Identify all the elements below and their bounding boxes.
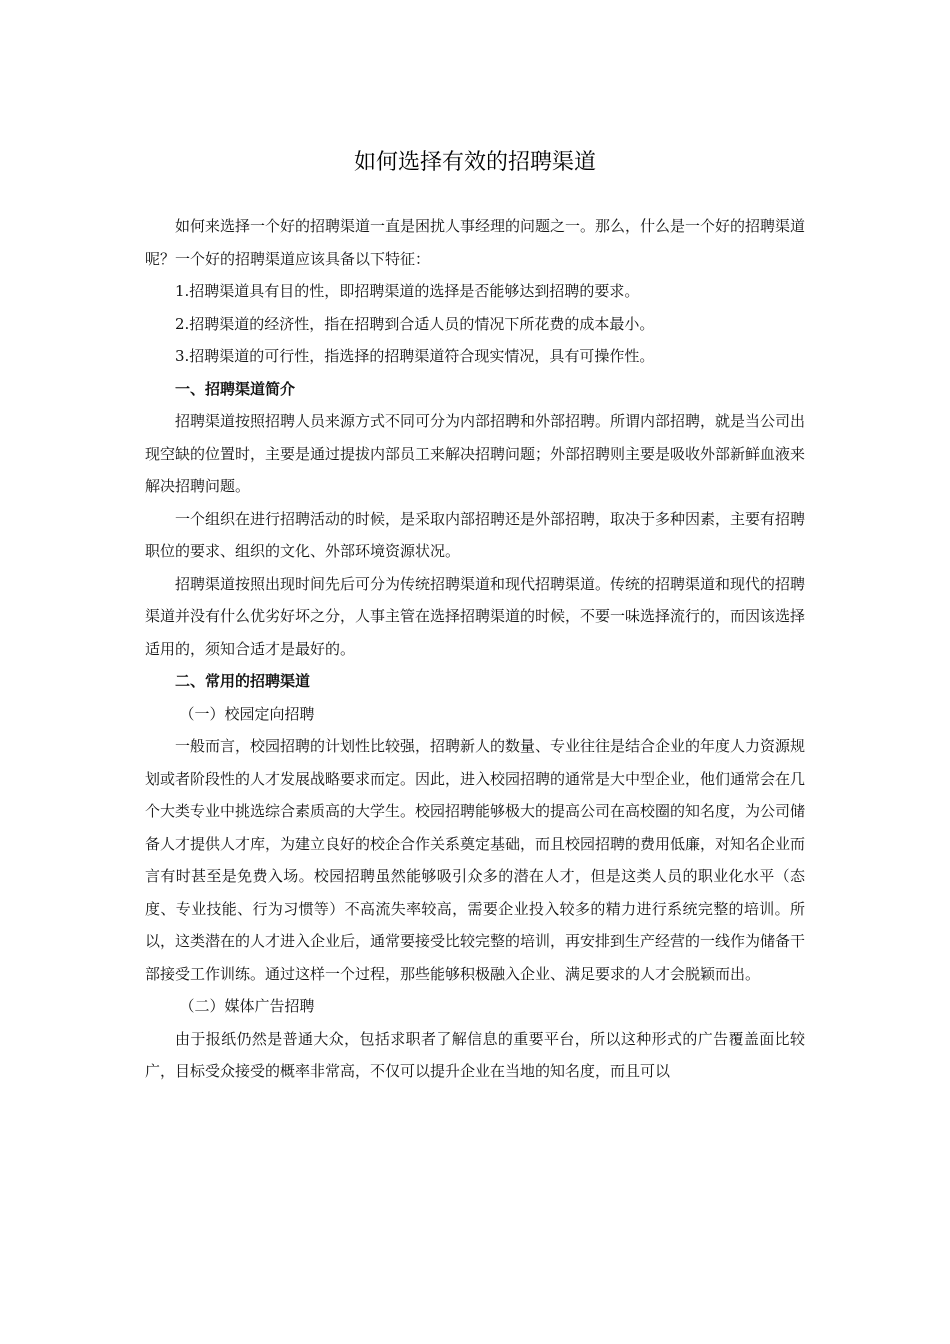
feature-item: 1.招聘渠道具有目的性，即招聘渠道的选择是否能够达到招聘的要求。 xyxy=(175,282,640,300)
body-paragraph: 一个组织在进行招聘活动的时候，是采取内部招聘还是外部招聘，取决于多种因素，主要有招聘职位的要求、组织的文化、外部环境资源状况。 xyxy=(145,509,806,560)
feature-item: 3.招聘渠道的可行性，指选择的招聘渠道符合现实情况，具有可操作性。 xyxy=(175,347,655,365)
body-paragraph: 招聘渠道按照招聘人员来源方式不同可分为内部招聘和外部招聘。所谓内部招聘，就是当公司出现空缺的位置时，主要是通过提拔内部员工来解决招聘问题；外部招聘则主要是吸收外部新鲜血液来解决招聘问题。 xyxy=(145,412,806,495)
subsection-heading: （一）校园定向招聘 xyxy=(179,704,315,723)
body-paragraph: 招聘渠道按照出现时间先后可分为传统招聘渠道和现代招聘渠道。传统的招聘渠道和现代的招聘渠道并没有什么优劣好坏之分，人事主管在选择招聘渠道的时候，不要一味选择流行的，而因该选择适用的，须知合适才是最好的。 xyxy=(145,574,806,658)
body-paragraph: 一般而言，校园招聘的计划性比较强，招聘新人的数量、专业往往是结合企业的年度人力资源规划或者阶段性的人才发展战略要求而定。因此，进入校园招聘的通常是大中型企业，他们通常会在几个大类专业中挑选综合素质高的大学生。校园招聘能够极大的提高公司在高校圈的知名度，为公司储备人才提供人才库，为建立良好的校企合作关系奠定基础，而且校园招聘的费用低廉，对知名企业而言有时甚至是免费入场。校园招聘虽然能够吸引众多的潜在人才，但是这类人员的职业化水平（态度、专业技能、行为习惯等）不高流失率较高，需要企业投入较多的精力进行系统完整的培训。所以，这类潜在的人才进入企业后，通常要接受比较完整的培训，再安排到生产经营的一线作为储备干部接受工作训练。通过这样一个过程，那些能够积极融入企业、满足要求的人才会脱颖而出。 xyxy=(145,737,806,983)
intro-paragraph: 如何来选择一个好的招聘渠道一直是困扰人事经理的问题之一。那么，什么是一个好的招聘渠道呢？一个好的招聘渠道应该具备以下特征： xyxy=(145,217,806,268)
feature-item: 2.招聘渠道的经济性，指在招聘到合适人员的情况下所花费的成本最小。 xyxy=(175,314,655,333)
section-heading: 一、招聘渠道简介 xyxy=(175,379,296,398)
document-title: 如何选择有效的招聘渠道 xyxy=(353,150,596,175)
subsection-heading: （二）媒体广告招聘 xyxy=(179,997,315,1015)
body-paragraph: 由于报纸仍然是普通大众，包括求职者了解信息的重要平台，所以这种形式的广告覆盖面比较广，目标受众接受的概率非常高，不仅可以提升企业在当地的知名度，而且可以 xyxy=(145,1029,805,1080)
document-body xyxy=(145,210,805,1088)
section-heading: 二、常用的招聘渠道 xyxy=(175,672,311,690)
